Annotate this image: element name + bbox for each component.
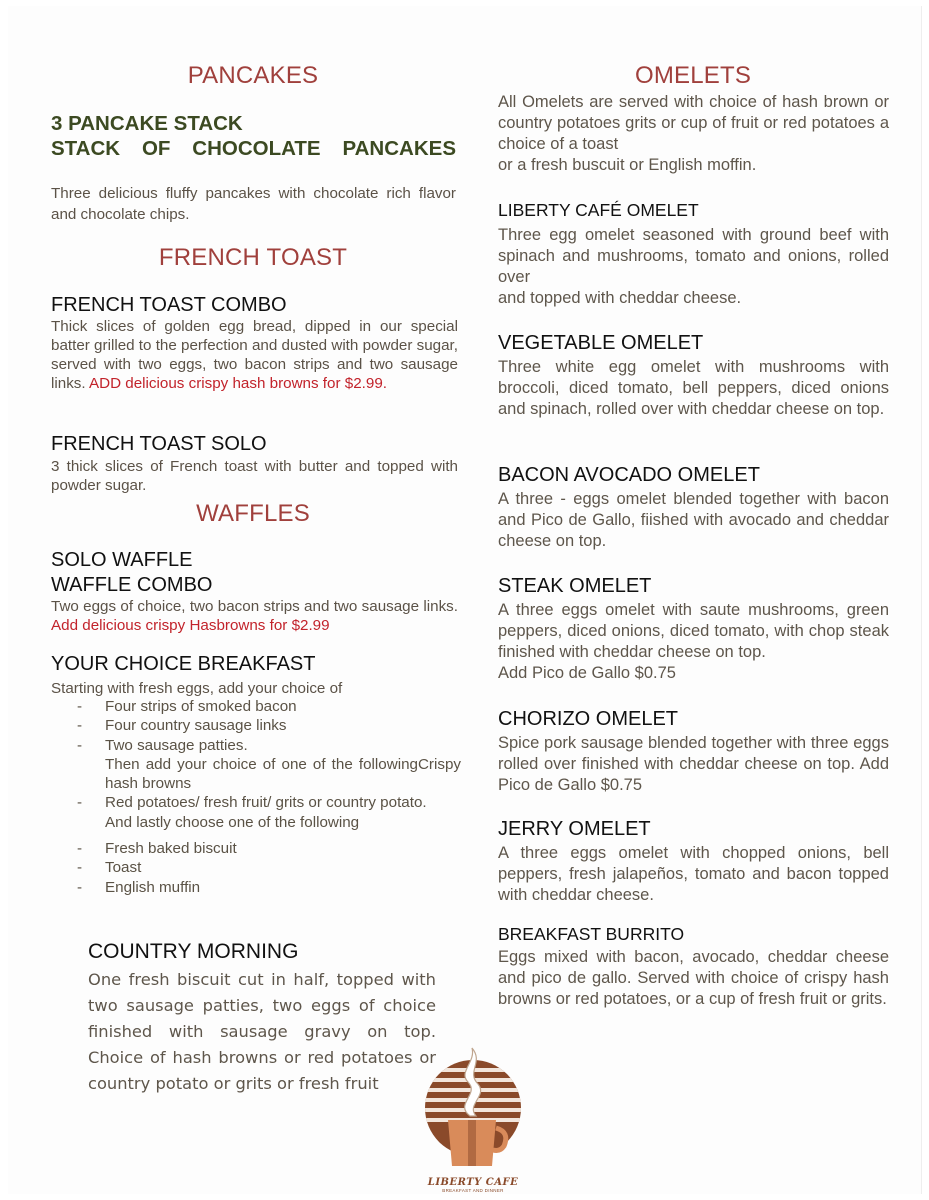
logo-name: LIBERTY CAFE — [427, 1177, 519, 1188]
omelet-vegetable — [498, 332, 889, 420]
hasbrowns-addon: Add delicious crispy Hasbrowns for $2.99 — [51, 617, 330, 634]
omelet-description: Three white egg omelet with mushrooms with broccoli, diced tomato, bell peppers, diced onions and spinach, rolled over with cheddar cheese on top. — [498, 358, 889, 418]
omelets-intro-line-2: or a fresh buscuit or English moffin. — [498, 156, 757, 174]
omelet-description: A three - eggs omelet blended together with bacon and Pico de Gallo, fiished with avocado and cheddar cheese on top. — [498, 490, 889, 550]
list-item: - Toast — [51, 858, 461, 877]
omelet-liberty — [498, 200, 889, 309]
then-line: Then add your choice of one of the followingCrispy hash browns — [105, 755, 461, 793]
solo-waffle-title: SOLO WAFFLE — [51, 549, 193, 571]
list-item: - Fresh baked biscuit — [51, 839, 461, 858]
omelet-description: Three egg omelet seasoned with ground beef with spinach and mushrooms, tomato and onions, rolled over — [498, 226, 889, 286]
hash-browns-addon: ADD delicious crispy hash browns for $2.99. — [89, 375, 387, 392]
french-toast-solo-title: FRENCH TOAST SOLO — [51, 433, 267, 455]
list-item: - English muffin — [51, 878, 461, 897]
waffles-heading: WAFFLES — [196, 500, 310, 527]
combo-desc-text: Thick slices of golden egg bread, dipped in our special batter grilled to the perfection and dusted with powder sugar, served with two eggs, two bacon strips and two sausage links. — [51, 318, 458, 392]
country-morning-description: One fresh biscuit cut in half, topped with two sausage patties, two eggs of choice finished with sausage gravy on top. Choice of hash browns or red potatoes or country potato or grits or fresh fruit — [88, 970, 436, 1093]
burrito-description: Eggs mixed with bacon, avocado, cheddar cheese and pico de gallo. Served with choice of crispy hash browns or red potatoes, or a cup of fresh fruit or grits. — [498, 948, 889, 1008]
coffee-cup-icon — [418, 1028, 528, 1168]
breakfast-burrito — [498, 924, 889, 1010]
chocolate-pancakes-title: STACK OF CHOCOLATE PANCAKES — [51, 137, 456, 160]
omelet-bacon-avocado — [498, 464, 889, 552]
pancake-stack-title: 3 PANCAKE STACK — [51, 112, 243, 135]
list-item: - Four strips of smoked bacon — [51, 697, 461, 716]
omelets-intro — [498, 92, 889, 176]
list-item: - Red potatoes/ fresh fruit/ grits or country potato. — [51, 793, 461, 812]
waffle-combo-title: WAFFLE COMBO — [51, 574, 213, 596]
omelet-chorizo — [498, 708, 889, 796]
logo-tagline: BREAKFAST AND DINNER — [442, 1188, 504, 1193]
french-toast-heading: FRENCH TOAST — [158, 244, 348, 271]
menu-page — [8, 6, 922, 1194]
pancakes-heading: PANCAKES — [187, 62, 319, 89]
omelet-steak — [498, 575, 889, 684]
french-toast-combo-title: FRENCH TOAST COMBO — [51, 294, 287, 316]
waffle-combo-description — [51, 597, 458, 635]
burrito-title: BREAKFAST BURRITO — [498, 924, 685, 944]
omelet-description-2: Add Pico de Gallo $0.75 — [498, 664, 676, 682]
omelets-heading: OMELETS — [634, 62, 752, 89]
your-choice-options — [51, 697, 461, 897]
pancakes-description: Three delicious fluffy pancakes with chocolate rich flavor and chocolate chips. — [51, 185, 456, 223]
omelet-jerry — [498, 818, 889, 906]
cafe-logo — [418, 1028, 528, 1193]
country-morning-title: COUNTRY MORNING — [88, 940, 299, 963]
omelet-title: LIBERTY CAFÉ OMELET — [498, 200, 699, 220]
waffle-desc-text: Two eggs of choice, two bacon strips and two sausage links. — [51, 598, 458, 615]
your-choice-title: YOUR CHOICE BREAKFAST — [51, 653, 316, 675]
omelets-intro-line: All Omelets are served with choice of hash brown or country potatoes grits or cup of fruit or red potatoes a choice of a toast — [498, 93, 889, 153]
french-toast-combo-description — [51, 317, 458, 393]
french-toast-solo-description: 3 thick slices of French toast with butter and topped with powder sugar. — [51, 458, 458, 494]
your-choice-intro: Starting with fresh eggs, add your choice of — [51, 680, 343, 697]
omelet-title: BACON AVOCADO OMELET — [498, 464, 760, 486]
omelet-description: A three eggs omelet with chopped onions, bell peppers, fresh jalapeños, tomato and bacon topped with cheddar cheese. — [498, 844, 889, 904]
omelet-description-2: and topped with cheddar cheese. — [498, 289, 742, 307]
omelet-title: JERRY OMELET — [498, 818, 651, 840]
omelet-description: A three eggs omelet with saute mushrooms, green peppers, diced onions, diced tomato, with chop steak finished with cheddar cheese on top. — [498, 601, 889, 661]
omelet-description: Spice pork sausage blended together with three eggs rolled over finished with cheddar cheese on top. Add Pico de Gallo $0.75 — [498, 734, 889, 794]
lastly-line: And lastly choose one of the following — [105, 813, 360, 831]
list-item: - Four country sausage links — [51, 716, 461, 735]
omelet-title: CHORIZO OMELET — [498, 708, 679, 730]
list-item: - Two sausage patties. — [51, 736, 461, 755]
omelet-title: STEAK OMELET — [498, 575, 652, 597]
omelet-title: VEGETABLE OMELET — [498, 332, 704, 354]
